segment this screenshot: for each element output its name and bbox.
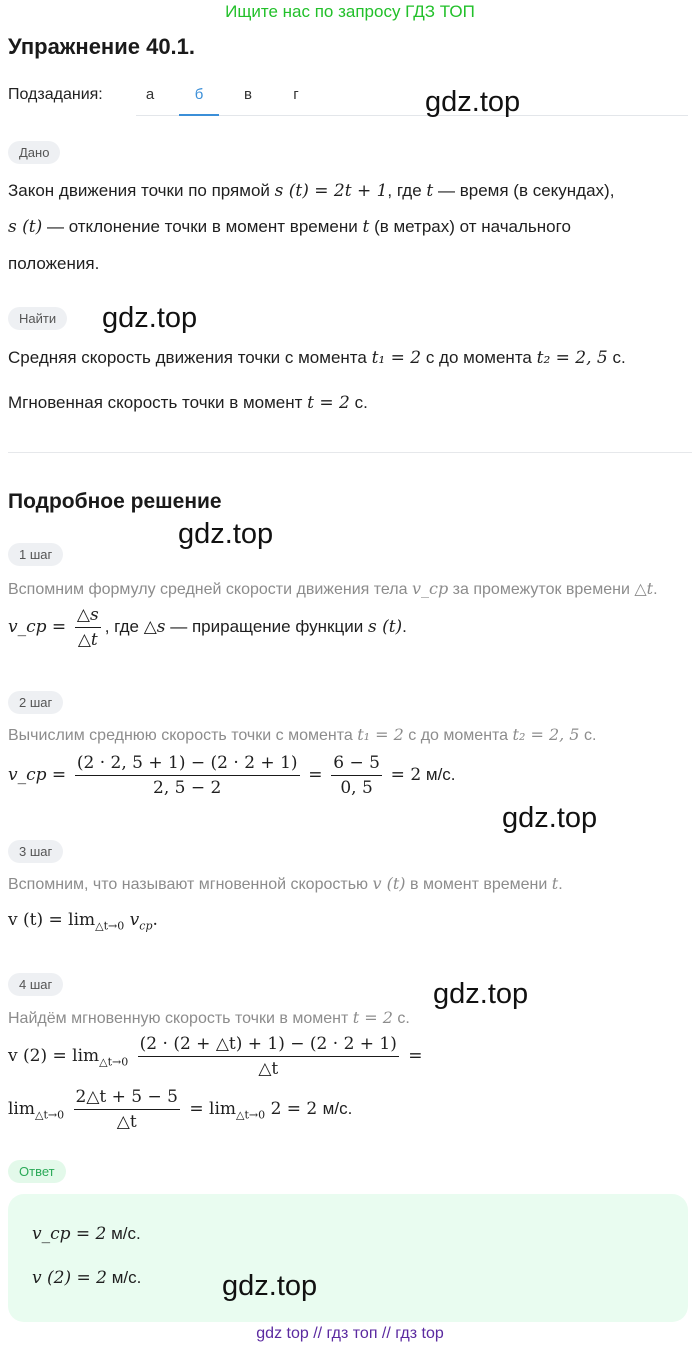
watermark: gdz.top bbox=[102, 302, 198, 334]
section-divider bbox=[8, 452, 692, 453]
fraction: $\frac{6 - 5}{0, 5}$ bbox=[333, 753, 380, 798]
tab-v[interactable]: в bbox=[244, 86, 252, 103]
find-pill: Найти bbox=[8, 307, 67, 330]
given-pill: Дано bbox=[8, 141, 60, 164]
tab-a[interactable]: а bbox=[145, 86, 155, 103]
exercise-title: Упражнение 40.1. bbox=[8, 34, 196, 59]
find-line-2: Мгновенная скорость точки в момент t = 2 с. bbox=[8, 393, 368, 413]
watermark: gdz.top bbox=[433, 978, 529, 1010]
fraction: $\frac{(2 \cdot 2, 5 + 1) - (2 \cdot 2 + 1)}{2, 5 - 2}$ bbox=[76, 753, 298, 798]
step-2-text: Вычислим среднюю скорость точки с момента t₁ = 2 с до момента t₂ = 2, 5 с. bbox=[8, 725, 597, 744]
watermark: gdz.top bbox=[178, 518, 274, 550]
step-3-pill: 3 шаг bbox=[8, 840, 63, 863]
watermark: gdz.top bbox=[502, 802, 598, 834]
step-1-pill: 1 шаг bbox=[8, 543, 63, 566]
solution-title: Подробное решение bbox=[8, 490, 222, 513]
watermark: gdz.top bbox=[222, 1270, 318, 1302]
given-line-3: положения. bbox=[8, 254, 100, 273]
step-2-pill: 2 шаг bbox=[8, 691, 63, 714]
tab-g[interactable]: г bbox=[293, 86, 299, 103]
answer-line-2: v (2) = 2 м/с. bbox=[32, 1268, 142, 1288]
subtasks-label: Подзадания: bbox=[8, 86, 103, 103]
tab-b[interactable]: б bbox=[179, 86, 219, 116]
answer-line-1: v_cp = 2 м/с. bbox=[32, 1224, 141, 1244]
step-3-text: Вспомним, что называют мгновенной скоростью v (t) в момент времени t. bbox=[8, 874, 563, 893]
step-1-formula: v_cp = $\frac{\triangle s}{\triangle t}$ , где △s — приращение функции s (t). bbox=[8, 605, 407, 650]
step-4-pill: 4 шаг bbox=[8, 973, 63, 996]
footer-links[interactable]: gdz top // гдз топ // гдз top bbox=[256, 1325, 444, 1342]
given-line-1: Закон движения точки по прямой s (t) = 2t + 1, где t — время (в секундах), bbox=[8, 181, 615, 201]
answer-box bbox=[8, 1194, 688, 1322]
fraction: $\frac{\triangle s}{\triangle t}$ bbox=[76, 605, 99, 650]
step-1-text: Вспомним формулу средней скорости движения тела v_cp за промежуток времени △t. bbox=[8, 579, 658, 598]
step-4-text: Найдём мгновенную скорость точки в момент t = 2 с. bbox=[8, 1008, 410, 1027]
step-2-formula: v_cp = $\frac{(2 \cdot 2, 5 + 1) - (2 \cdot 2 + 1)}{2, 5 - 2}$ = $\frac{6 - 5}{0, 5}$ = 2 м/с. bbox=[8, 753, 456, 798]
answer-pill: Ответ bbox=[8, 1160, 66, 1183]
subtask-tabs bbox=[8, 84, 688, 116]
step-4-formula-row-2: $\lim_{\triangle t\to 0}$ $\frac{2\triangle t + 5 - 5}{\triangle t}$ = $\lim_{\triangle t\to 0} 2 = 2$ м/с. bbox=[8, 1087, 353, 1132]
step-3-formula: v $(t) = \lim_{\triangle t\to 0} v_{cp}$. bbox=[8, 910, 158, 933]
promo-banner[interactable]: Ищите нас по запросу ГДЗ ТОП bbox=[225, 2, 475, 21]
find-line-1: Средняя скорость движения точки с момента t₁ = 2 с до момента t₂ = 2, 5 с. bbox=[8, 348, 626, 368]
step-4-formula-row-1: v $(2) = \lim_{\triangle t\to 0}$ $\frac{(2 \cdot (2 + \triangle t) + 1) - (2 \cdot 2 + 1)}{\triangle t}$ = bbox=[8, 1034, 423, 1079]
given-line-2: s (t) — отклонение точки в момент времени t (в метрах) от начального bbox=[8, 217, 571, 237]
fraction: $\frac{(2 \cdot (2 + \triangle t) + 1) - (2 \cdot 2 + 1)}{\triangle t}$ bbox=[139, 1034, 397, 1079]
watermark: gdz.top bbox=[425, 86, 521, 118]
fraction: $\frac{2\triangle t + 5 - 5}{\triangle t}$ bbox=[75, 1087, 178, 1132]
